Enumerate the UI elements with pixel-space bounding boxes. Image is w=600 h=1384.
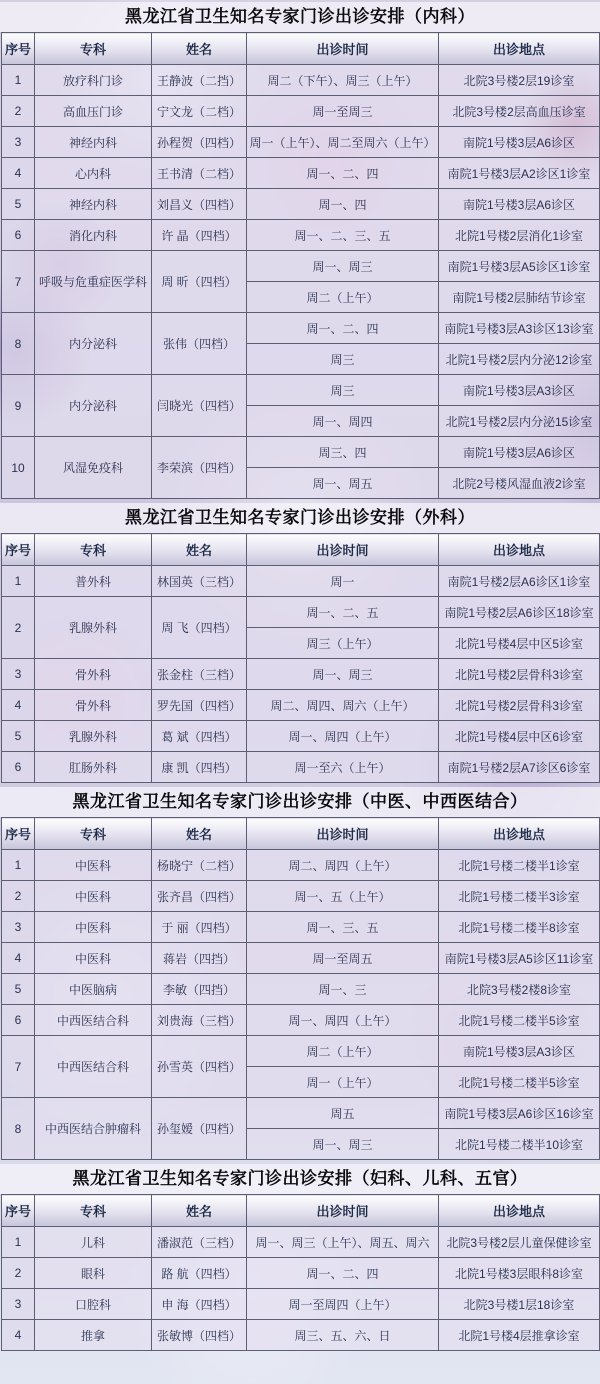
visit-time-cell: 周三 (247, 375, 439, 406)
doctor-name-cell: 王书清（二档） (152, 158, 247, 189)
visit-location-cell: 南院1号楼3层A3诊区 (439, 1036, 600, 1067)
visit-time-cell: 周一、二、五 (247, 597, 439, 628)
specialty-cell: 内分泌科 (35, 313, 152, 375)
row-number-cell: 8 (2, 1098, 35, 1160)
doctor-name-cell: 孙雪英（四档） (152, 1036, 247, 1098)
visit-location-cell: 南院1号楼3层A5诊区11诊室 (439, 943, 600, 974)
visit-location-cell: 北院1号楼2层骨科3诊室 (439, 659, 600, 690)
doctor-name-cell: 路 航（四档） (152, 1258, 247, 1289)
doctor-name-cell: 周 飞（四档） (152, 597, 247, 659)
row-number-cell: 4 (2, 1320, 35, 1351)
header-cell: 序号 (2, 33, 35, 65)
specialty-cell: 骨外科 (35, 659, 152, 690)
row-number-cell: 3 (2, 912, 35, 943)
visit-time-cell: 周二、周四（上午） (247, 850, 439, 881)
doctor-name-cell: 孙玺嫒（四档） (152, 1098, 247, 1160)
visit-location-cell: 北院1号楼3层眼科8诊室 (439, 1258, 600, 1289)
visit-location-cell: 北院1号楼2层内分泌15诊室 (439, 406, 600, 437)
specialty-cell: 中医科 (35, 881, 152, 912)
visit-location-cell: 北院1号楼二楼半5诊室 (439, 1067, 600, 1098)
visit-time-cell: 周三、五、六、日 (247, 1320, 439, 1351)
table-row (2, 313, 600, 344)
doctor-name-cell: 于 丽（四档） (152, 912, 247, 943)
table-row (2, 220, 600, 251)
visit-location-cell: 北院1号楼二楼半5诊室 (439, 1005, 600, 1036)
table-row (2, 1258, 600, 1289)
visit-location-cell: 北院3号楼1层18诊室 (439, 1289, 600, 1320)
visit-time-cell: 周一至周五 (247, 943, 439, 974)
table-title: 黑龙江省卫生知名专家门诊出诊安排（妇科、儿科、五官） (0, 1164, 600, 1194)
visit-time-cell: 周一、二、三、五 (247, 220, 439, 251)
visit-time-cell: 周一（上午） (247, 1067, 439, 1098)
visit-location-cell: 南院1号楼3层A6诊区 (439, 437, 600, 468)
doctor-name-cell: 潘淑范（三档） (152, 1227, 247, 1258)
table-row (2, 881, 600, 912)
specialty-cell: 放疗科门诊 (35, 65, 152, 96)
row-number-cell: 6 (2, 1005, 35, 1036)
visit-time-cell: 周一至六（上午） (247, 752, 439, 783)
specialty-cell: 口腔科 (35, 1289, 152, 1320)
header-cell: 专科 (35, 1195, 152, 1227)
table-title: 黑龙江省卫生知名专家门诊出诊安排（外科） (0, 503, 600, 533)
row-number-cell: 2 (2, 881, 35, 912)
row-number-cell: 7 (2, 251, 35, 313)
doctor-name-cell: 周 昕（四档） (152, 251, 247, 313)
specialty-cell: 神经内科 (35, 127, 152, 158)
header-cell: 出诊时间 (247, 33, 439, 65)
specialty-cell: 中医脑病 (35, 974, 152, 1005)
visit-time-cell: 周一、三 (247, 974, 439, 1005)
doctor-name-cell: 张伟（四档） (152, 313, 247, 375)
visit-time-cell: 周一、四 (247, 189, 439, 220)
visit-time-cell: 周一至周四（上午） (247, 1289, 439, 1320)
row-number-cell: 4 (2, 690, 35, 721)
visit-location-cell: 北院1号楼二楼半10诊室 (439, 1129, 600, 1160)
specialty-cell: 普外科 (35, 566, 152, 597)
visit-time-cell: 周一（上午）、周二至周六（上午） (247, 127, 439, 158)
header-cell: 出诊时间 (247, 1195, 439, 1227)
schedule-table-section (0, 503, 600, 783)
specialty-cell: 中西医结合肿瘤科 (35, 1098, 152, 1160)
visit-location-cell: 北院3号楼2楼8诊室 (439, 974, 600, 1005)
visit-time-cell: 周三、四 (247, 437, 439, 468)
header-cell: 出诊时间 (247, 534, 439, 566)
header-cell: 专科 (35, 534, 152, 566)
row-number-cell: 10 (2, 437, 35, 499)
doctor-name-cell: 张敏博（四档） (152, 1320, 247, 1351)
specialty-cell: 消化内科 (35, 220, 152, 251)
schedule-table (1, 533, 600, 783)
header-cell: 姓名 (152, 818, 247, 850)
visit-time-cell: 周一、周四 (247, 406, 439, 437)
header-cell: 出诊时间 (247, 818, 439, 850)
visit-location-cell: 南院1号楼3层A6诊区 (439, 189, 600, 220)
doctor-name-cell: 罗先国（四档） (152, 690, 247, 721)
table-row (2, 96, 600, 127)
visit-time-cell: 周二（上午） (247, 282, 439, 313)
schedule-table (1, 1194, 600, 1351)
header-cell: 出诊地点 (439, 818, 600, 850)
visit-location-cell: 南院1号楼2层肺结节诊室 (439, 282, 600, 313)
table-row (2, 1036, 600, 1067)
table-row (2, 1098, 600, 1129)
table-row (2, 597, 600, 628)
visit-time-cell: 周二（上午） (247, 1036, 439, 1067)
visit-location-cell: 北院3号楼2层儿童保健诊室 (439, 1227, 600, 1258)
visit-time-cell: 周一、二、四 (247, 1258, 439, 1289)
doctor-name-cell: 张金柱（三档） (152, 659, 247, 690)
visit-time-cell: 周二、周四、周六（上午） (247, 690, 439, 721)
row-number-cell: 2 (2, 1258, 35, 1289)
row-number-cell: 3 (2, 127, 35, 158)
header-cell: 出诊地点 (439, 534, 600, 566)
visit-location-cell: 北院1号楼2层骨科3诊室 (439, 690, 600, 721)
visit-time-cell: 周一、周四（上午） (247, 721, 439, 752)
visit-location-cell: 南院1号楼3层A5诊区1诊室 (439, 251, 600, 282)
specialty-cell: 内分泌科 (35, 375, 152, 437)
doctor-name-cell: 林国英（三档） (152, 566, 247, 597)
row-number-cell: 3 (2, 659, 35, 690)
table-row (2, 375, 600, 406)
doctor-name-cell: 张齐昌（四档） (152, 881, 247, 912)
visit-location-cell: 南院1号楼3层A6诊区 (439, 127, 600, 158)
visit-location-cell: 南院1号楼2层A7诊区6诊室 (439, 752, 600, 783)
specialty-cell: 中西医结合科 (35, 1005, 152, 1036)
visit-location-cell: 北院1号楼4层中区6诊室 (439, 721, 600, 752)
header-cell: 专科 (35, 33, 152, 65)
row-number-cell: 1 (2, 1227, 35, 1258)
table-row (2, 943, 600, 974)
visit-location-cell: 南院1号楼3层A3诊区13诊室 (439, 313, 600, 344)
table-row (2, 566, 600, 597)
header-cell: 姓名 (152, 534, 247, 566)
row-number-cell: 5 (2, 189, 35, 220)
visit-time-cell: 周一 (247, 566, 439, 597)
visit-time-cell: 周五 (247, 1098, 439, 1129)
visit-location-cell: 北院1号楼2层内分泌12诊室 (439, 344, 600, 375)
specialty-cell: 心内科 (35, 158, 152, 189)
visit-location-cell: 北院1号楼二楼半8诊室 (439, 912, 600, 943)
table-row (2, 251, 600, 282)
specialty-cell: 儿科 (35, 1227, 152, 1258)
visit-time-cell: 周一、二、四 (247, 158, 439, 189)
visit-time-cell: 周三 (247, 344, 439, 375)
specialty-cell: 骨外科 (35, 690, 152, 721)
table-row (2, 850, 600, 881)
doctor-name-cell: 刘昌义（四档） (152, 189, 247, 220)
table-row (2, 1289, 600, 1320)
specialty-cell: 中医科 (35, 943, 152, 974)
visit-time-cell: 周一、周三 (247, 251, 439, 282)
visit-time-cell: 周三（上午） (247, 628, 439, 659)
specialty-cell: 推拿 (35, 1320, 152, 1351)
doctor-name-cell: 蒋岩（四挡） (152, 943, 247, 974)
specialty-cell: 肛肠外科 (35, 752, 152, 783)
doctor-name-cell: 葛 斌（四档） (152, 721, 247, 752)
row-number-cell: 2 (2, 96, 35, 127)
row-number-cell: 2 (2, 597, 35, 659)
visit-location-cell: 北院2号楼风湿血液2诊室 (439, 468, 600, 499)
row-number-cell: 4 (2, 158, 35, 189)
visit-time-cell: 周一、周四（上午） (247, 1005, 439, 1036)
visit-location-cell: 南院1号楼2层A6诊区1诊室 (439, 566, 600, 597)
visit-time-cell: 周一、周三 (247, 1129, 439, 1160)
table-row (2, 158, 600, 189)
table-row (2, 1320, 600, 1351)
visit-location-cell: 北院1号楼二楼半3诊室 (439, 881, 600, 912)
doctor-name-cell: 宁文龙（二档） (152, 96, 247, 127)
visit-time-cell: 周二（下午）、周三（上午） (247, 65, 439, 96)
specialty-cell: 风湿免疫科 (35, 437, 152, 499)
table-title: 黑龙江省卫生知名专家门诊出诊安排（中医、中西医结合） (0, 787, 600, 817)
visit-location-cell: 北院1号楼4层推拿诊室 (439, 1320, 600, 1351)
doctor-name-cell: 刘贵海（三档） (152, 1005, 247, 1036)
doctor-name-cell: 李荣滨（四档） (152, 437, 247, 499)
doctor-name-cell: 李敏（四挡） (152, 974, 247, 1005)
specialty-cell: 乳腺外科 (35, 721, 152, 752)
header-cell: 姓名 (152, 33, 247, 65)
table-title: 黑龙江省卫生知名专家门诊出诊安排（内科） (0, 2, 600, 32)
visit-location-cell: 南院1号楼2层A6诊区18诊室 (439, 597, 600, 628)
schedule-table (1, 817, 600, 1160)
table-row (2, 1227, 600, 1258)
row-number-cell: 9 (2, 375, 35, 437)
visit-time-cell: 周一、三、五 (247, 912, 439, 943)
visit-location-cell: 北院1号楼二楼半1诊室 (439, 850, 600, 881)
visit-location-cell: 北院1号楼4层中区5诊室 (439, 628, 600, 659)
visit-location-cell: 北院3号楼2层高血压诊室 (439, 96, 600, 127)
table-row (2, 659, 600, 690)
doctor-name-cell: 杨晓宁（二档） (152, 850, 247, 881)
table-row (2, 127, 600, 158)
row-number-cell: 1 (2, 65, 35, 96)
row-number-cell: 5 (2, 974, 35, 1005)
visit-location-cell: 北院3号楼2层19诊室 (439, 65, 600, 96)
table-row (2, 912, 600, 943)
row-number-cell: 7 (2, 1036, 35, 1098)
row-number-cell: 1 (2, 850, 35, 881)
table-row (2, 974, 600, 1005)
row-number-cell: 1 (2, 566, 35, 597)
doctor-name-cell: 申 海（四档） (152, 1289, 247, 1320)
specialty-cell: 呼吸与危重症医学科 (35, 251, 152, 313)
specialty-cell: 中西医结合科 (35, 1036, 152, 1098)
header-cell: 序号 (2, 1195, 35, 1227)
doctor-name-cell: 闫晓光（四档） (152, 375, 247, 437)
row-number-cell: 6 (2, 220, 35, 251)
table-row (2, 437, 600, 468)
schedule-table-section (0, 2, 600, 499)
visit-time-cell: 周一、五（上午） (247, 881, 439, 912)
row-number-cell: 6 (2, 752, 35, 783)
header-cell: 序号 (2, 534, 35, 566)
table-row (2, 690, 600, 721)
visit-time-cell: 周一、周三 (247, 659, 439, 690)
visit-time-cell: 周一至周三 (247, 96, 439, 127)
specialty-cell: 高血压门诊 (35, 96, 152, 127)
row-number-cell: 4 (2, 943, 35, 974)
specialty-cell: 眼科 (35, 1258, 152, 1289)
doctor-name-cell: 孙程贺（四档） (152, 127, 247, 158)
specialty-cell: 乳腺外科 (35, 597, 152, 659)
header-cell: 专科 (35, 818, 152, 850)
header-cell: 序号 (2, 818, 35, 850)
schedule-table-section (0, 787, 600, 1160)
visit-location-cell: 南院1号楼3层A2诊区1诊室 (439, 158, 600, 189)
schedule-table (1, 32, 600, 499)
table-row (2, 721, 600, 752)
visit-location-cell: 南院1号楼3层A6诊区16诊室 (439, 1098, 600, 1129)
doctor-name-cell: 康 凯（四档） (152, 752, 247, 783)
visit-time-cell: 周一、周五 (247, 468, 439, 499)
header-cell: 姓名 (152, 1195, 247, 1227)
visit-location-cell: 南院1号楼3层A3诊区 (439, 375, 600, 406)
visit-location-cell: 北院1号楼2层消化1诊室 (439, 220, 600, 251)
row-number-cell: 5 (2, 721, 35, 752)
visit-time-cell: 周一、周三（上午）、周五、周六 (247, 1227, 439, 1258)
visit-time-cell: 周一、二、四 (247, 313, 439, 344)
row-number-cell: 8 (2, 313, 35, 375)
doctor-name-cell: 王静波（二挡） (152, 65, 247, 96)
row-number-cell: 3 (2, 1289, 35, 1320)
doctor-name-cell: 许 晶（四档） (152, 220, 247, 251)
table-row (2, 1005, 600, 1036)
table-row (2, 189, 600, 220)
header-cell: 出诊地点 (439, 1195, 600, 1227)
specialty-cell: 神经内科 (35, 189, 152, 220)
table-row (2, 65, 600, 96)
specialty-cell: 中医科 (35, 850, 152, 881)
header-cell: 出诊地点 (439, 33, 600, 65)
specialty-cell: 中医科 (35, 912, 152, 943)
table-row (2, 752, 600, 783)
schedule-table-section (0, 1164, 600, 1351)
